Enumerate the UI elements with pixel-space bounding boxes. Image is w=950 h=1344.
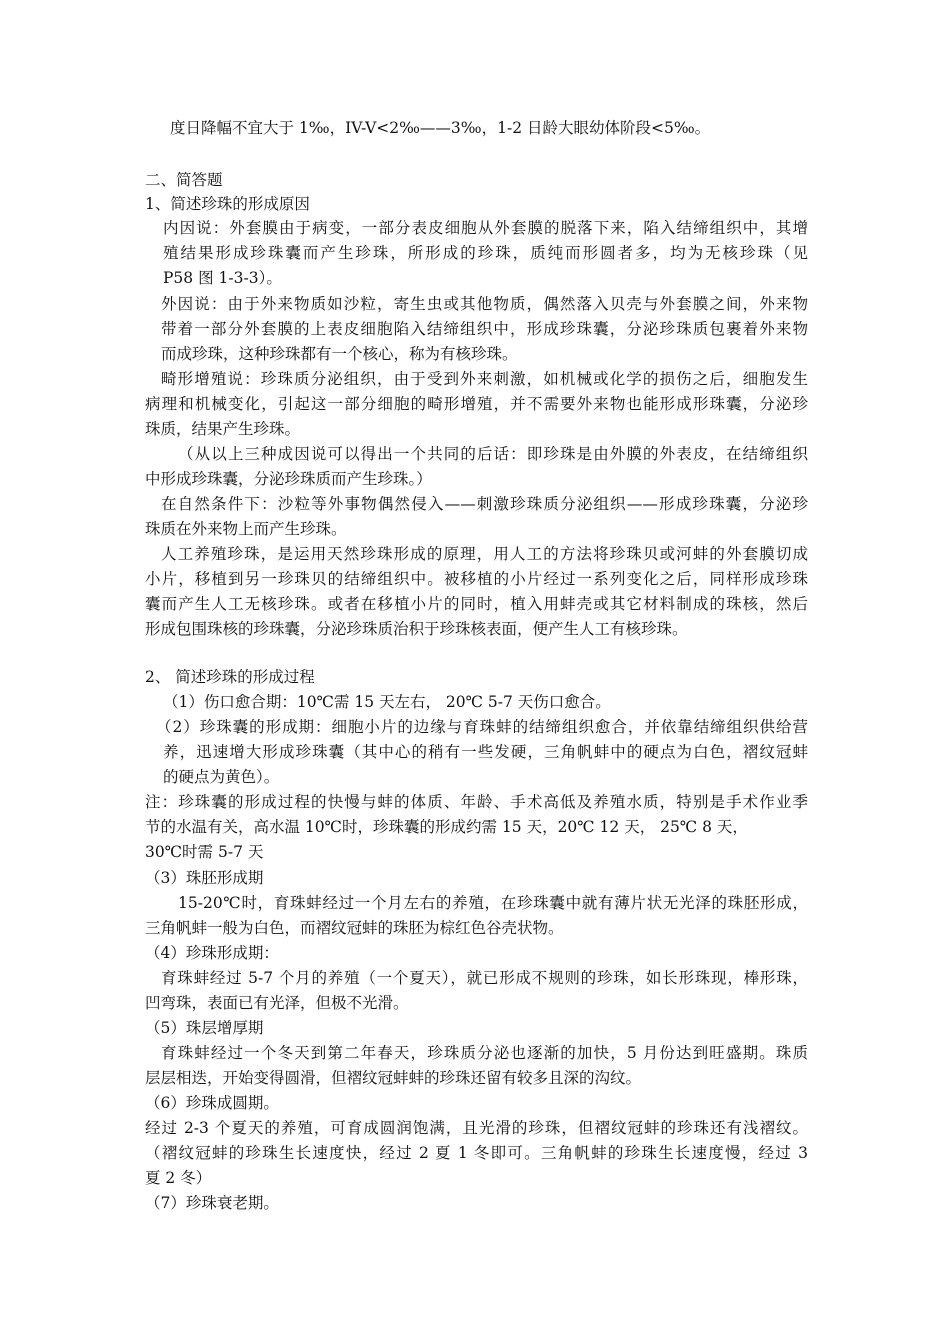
text-line: （1）伤口愈合期：10℃需 15 天左右， 20℃ 5-7 天伤口愈合。: [163, 693, 611, 711]
text-line: 囊而产生人工无核珍珠。或者在移植小片的同时，植入用蚌壳或其它材料制成的珠核，然后: [145, 595, 808, 613]
text-line: 形成包围珠核的珍珠囊，分泌珍珠质治积于珍珠核表面，便产生人工有核珍珠。: [145, 620, 688, 638]
text-line: 三角帆蚌一般为白色，而褶纹冠蚌的珠胚为棕红色谷壳状物。: [145, 919, 564, 937]
text-line: （从以上三种成因说可以得出一个共同的后话：即珍珠是由外膜的外表皮，在结缔组织: [178, 445, 808, 463]
text-line: 外因说：由于外来物质如沙粒，寄生虫或其他物质，偶然落入贝壳与外套膜之间，外来物: [161, 295, 808, 313]
text-line: （2）珍珠囊的形成期：细胞小片的边缘与育珠蚌的结缔组织愈合，并依靠结缔组织供给营: [156, 718, 808, 736]
stage-heading: （4）珍珠形成期：: [145, 944, 279, 962]
text-line: 畸形增殖说：珍珠质分泌组织，由于受到外来刺激，如机械或化学的损伤之后，细胞发生: [161, 370, 808, 388]
text-line: 珠质，结果产生珍珠。: [145, 420, 301, 438]
question-heading: 2、 简述珍珠的形成过程: [145, 668, 315, 686]
text-line: 珠质在外来物上而产生珍珠。: [145, 520, 347, 538]
text-line: 殖结果形成珍珠囊而产生珍珠，所形成的珍珠，质纯而形圆者多，均为无核珍珠（见: [163, 244, 808, 262]
text-line: 在自然条件下：沙粒等外事物偶然侵入——刺激珍珠质分泌组织——形成珍珠囊，分泌珍: [161, 495, 808, 513]
text-line: 15-20℃时，育珠蚌经过一个月左右的养殖，在珍珠囊中就有薄片状无光泽的珠胚形成，: [178, 894, 808, 912]
text-line: 带着一部分外套膜的上表皮细胞陷入结缔组织中，形成珍珠囊，分泌珍珠质包裹着外来物: [161, 320, 808, 338]
text-line: 育珠蚌经过 5-7 个月的养殖（一个夏天），就已形成不规则的珍珠，如长形珠现，棒形珠，: [161, 969, 808, 987]
note-line: 注：珍珠囊的形成过程的快慢与蚌的体质、年龄、手术高低及养殖水质，特别是手术作业季: [145, 793, 808, 811]
text-line: 层层相迭，开始变得圆滑，但褶纹冠蚌蚌的珍珠还留有较多且深的沟纹。: [145, 1069, 642, 1087]
text-line: 度日降幅不宜大于 1‰，IV-V<2‰——3‰，1-2 日龄大眼幼体阶段<5‰。: [170, 119, 711, 137]
note-line: 节的水温有关，高水温 10℃时，珍珠囊的形成约需 15 天，20℃ 12 天， 25℃ 8 天，: [145, 818, 748, 836]
note-line: 30℃时需 5-7 天: [145, 843, 264, 861]
section-heading: 二、简答题: [145, 171, 223, 189]
text-line: （褶纹冠蚌的珍珠生长速度快，经过 2 夏 1 冬即可。三角帆蚌的珍珠生长速度慢，经过 3: [145, 1144, 808, 1162]
stage-heading: （5）珠层增厚期: [145, 1019, 264, 1037]
stage-heading: （7）珍珠衰老期。: [145, 1194, 279, 1212]
text-line: 夏 2 冬）: [145, 1169, 212, 1187]
text-line: 小片，移植到另一珍珠贝的结缔组织中。被移植的小片经过一系列变化之后，同样形成珍珠: [145, 570, 808, 588]
text-line: 的硬点为黄色）。: [163, 768, 280, 786]
text-line: 人工养殖珍珠，是运用天然珍珠形成的原理，用人工的方法将珍珠贝或河蚌的外套膜切成: [161, 545, 808, 563]
question-heading: 1、简述珍珠的形成原因: [145, 195, 310, 213]
text-line: 中形成珍珠囊，分泌珍珠质而产生珍珠。）: [145, 470, 432, 488]
text-line: 经过 2-3 个夏天的养殖，可育成圆润饱满，且光滑的珍珠，但褶纹冠蚌的珍珠还有浅褶纹。: [145, 1119, 808, 1137]
text-line: 凹弯珠，表面已有光泽，但极不光滑。: [145, 994, 409, 1012]
text-line: 养，迅速增大形成珍珠囊（其中心的稍有一些发硬，三角帆蚌中的硬点为白色，褶纹冠蚌: [163, 743, 808, 761]
text-line: 内因说：外套膜由于病变，一部分表皮细胞从外套膜的脱落下来，陷入结缔组织中，其增: [163, 219, 808, 237]
stage-heading: （6）珍珠成圆期。: [145, 1094, 279, 1112]
text-line: 育珠蚌经过一个冬天到第二年春天，珍珠质分泌也逐渐的加快，5 月份达到旺盛期。珠质: [161, 1044, 808, 1062]
text-line: P58 图 1-3-3）。: [163, 269, 282, 287]
stage-heading: （3）珠胚形成期: [145, 869, 264, 887]
text-line: 而成珍珠，这种珍珠都有一个核心，称为有核珍珠。: [161, 345, 518, 363]
text-line: 病理和机械变化，引起这一部分细胞的畸形增殖，并不需要外来物也能形成形珠囊，分泌珍: [145, 395, 808, 413]
